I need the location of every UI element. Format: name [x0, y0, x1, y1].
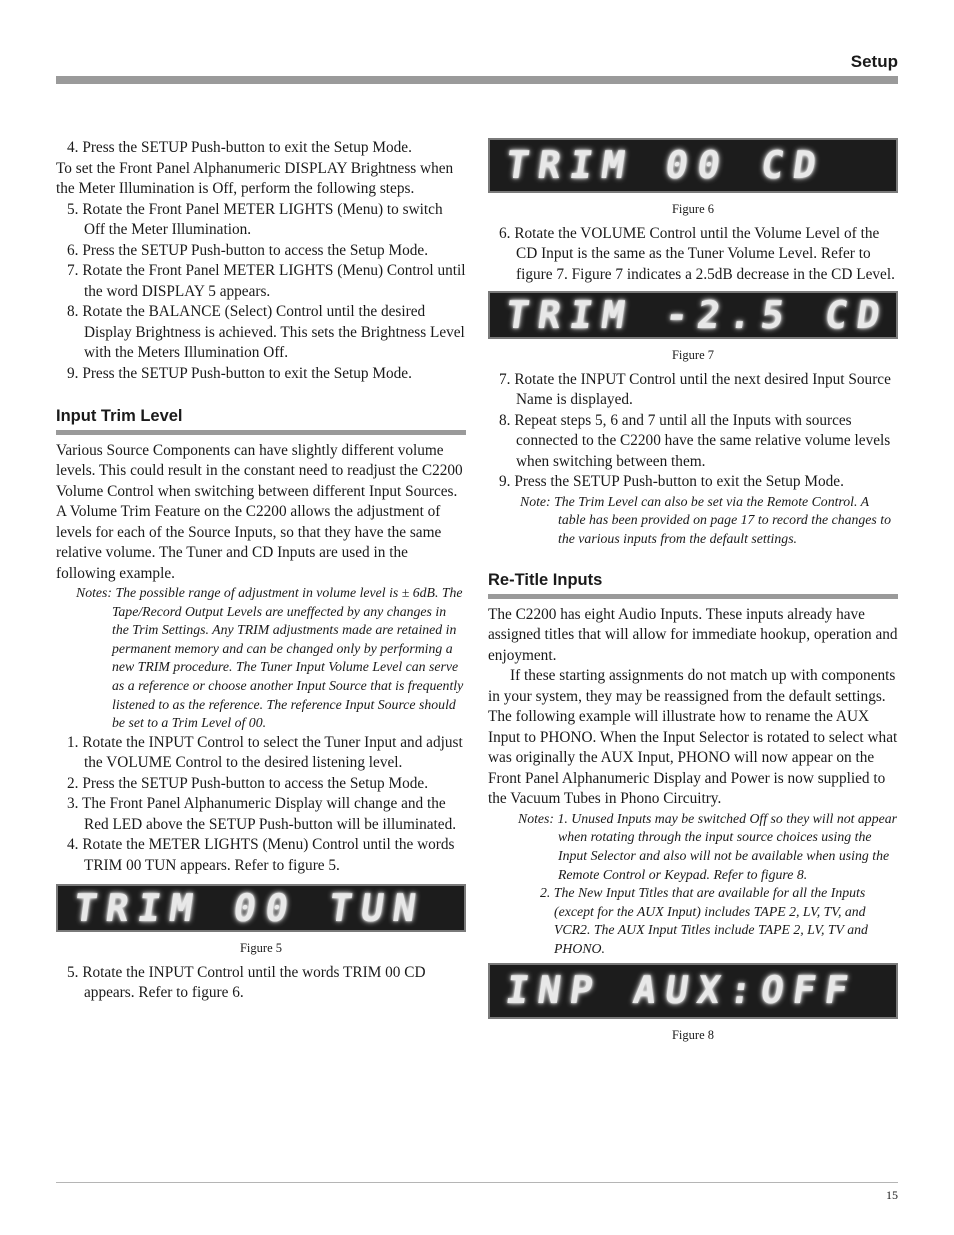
step-text: Press the SETUP Push-button to exit the Setup Mode.: [514, 473, 844, 490]
figure-6-display: [488, 138, 898, 193]
display-readout: TRIM 00 CD: [502, 143, 828, 188]
section-rule: [488, 594, 898, 599]
figure-caption: Figure 6: [671, 202, 714, 216]
step-number: 6.: [67, 241, 79, 259]
step-text: Rotate the Front Panel METER LIGHTS (Menu) to switch Off the Meter Illumination.: [82, 200, 443, 238]
figure-5-display: [56, 884, 466, 932]
step-number: 2.: [67, 774, 79, 792]
step-item: [56, 241, 466, 262]
step-number: 9.: [67, 364, 79, 382]
right-column: [488, 138, 898, 1049]
step-text: Rotate the INPUT Control until the words TRIM 00 CD appears. Refer to figure 6.: [82, 963, 426, 1002]
step-item: [488, 370, 898, 411]
footer-rule: [56, 1182, 898, 1183]
section-heading-retitle: Re-Title Inputs: [488, 571, 603, 590]
section-paragraph: The C2200 has eight Audio Inputs. These inputs already have assigned titles that will allow for immediate hookup, operation and enjoyment.: [488, 605, 898, 664]
step-number: 4.: [67, 139, 79, 156]
step-item: [56, 302, 466, 364]
step-number: 3.: [67, 795, 79, 813]
intro-paragraph: To set the Front Panel Alphanumeric DISPLAY Brightness when the Meter Illumination is Off, perform the following steps.: [56, 159, 454, 197]
step-text: Rotate the INPUT Control until the next desired Input Source Name is displayed.: [514, 370, 891, 408]
step-item: [488, 472, 898, 493]
step-item: [56, 963, 466, 1004]
notes-block: Notes: 1. Unused Inputs may be switched Off so they will not appear when rotating through the input source choices using the Input Selector and also will not be available when using the Remote Control or Keypad. Refer to figure 8.: [518, 810, 897, 882]
step-item: [56, 835, 466, 876]
steps-list-a: [56, 200, 466, 385]
page-number: 15: [886, 1188, 898, 1202]
step-text: Rotate the BALANCE (Select) Control until the desired Display Brightness is achieved. This sets the Brightness Level with the Meters Illumination Off.: [82, 303, 465, 361]
step-item: [488, 224, 898, 286]
step-item: [56, 138, 466, 159]
step-text: Press the SETUP Push-button to exit the Setup Mode.: [82, 139, 412, 156]
step-number: 1.: [67, 733, 79, 751]
step-text: Rotate the VOLUME Control until the Volume Level of the CD Input is the same as the Tuner Volume Level. Refer to figure 7. Figure 7 indicates a 2.5dB decrease in the CD Level.: [514, 224, 895, 283]
step-item: [56, 200, 466, 241]
left-column: [56, 138, 466, 1004]
figure-8-display: [488, 963, 898, 1019]
step-number: 9.: [499, 473, 511, 490]
step-text: Repeat steps 5, 6 and 7 until all the Inputs with sources connected to the C2200 have the same relative volume levels when switching between them.: [514, 411, 891, 470]
section-heading-input-trim: Input Trim Level: [56, 407, 183, 425]
step-item: [56, 261, 466, 302]
step-number: 7.: [499, 370, 511, 388]
step-number: 5.: [67, 963, 79, 981]
section-paragraph: Various Source Components can have slightly different volume levels. This could result in the constant need to readjust the C2200 Volume Control when switching between different Input Sources. A Volume Trim Feature on the C2200 allows the adjustment of levels for each of the Source Inputs, so that they have the same relative volume. The Tuner and CD Inputs are used in the following example.: [56, 441, 463, 582]
step-text: Rotate the INPUT Control to select the Tuner Input and adjust the VOLUME Control to the desired listening level.: [82, 733, 463, 772]
note-block: Note: The Trim Level can also be set via the Remote Control. A table has been provided on page 17 to record the changes to the various inputs from the default settings.: [520, 493, 891, 546]
steps-list-b: [56, 733, 466, 877]
figure-caption: Figure 5: [239, 941, 282, 956]
step-text: Rotate the METER LIGHTS (Menu) Control until the words TRIM 00 TUN appears. Refer to figure 5.: [82, 836, 455, 874]
notes-block: 2. The New Input Titles that are available for all the Inputs (except for the AUX Input) includes TAPE 2, LV, TV, and VCR2. The AUX Input Titles include TAPE 2, LV, TV and PHONO.: [540, 885, 868, 956]
steps-list-right: [488, 370, 898, 493]
step-number: 4.: [67, 836, 79, 854]
step-text: Press the SETUP Push-button to access the Setup Mode.: [82, 774, 429, 792]
figure-7-display: [488, 291, 898, 339]
step-number: 7.: [67, 262, 79, 279]
step-item: [56, 794, 466, 835]
step-item: [56, 733, 466, 774]
step-text: Rotate the Front Panel METER LIGHTS (Menu) Control until the word DISPLAY 5 appears.: [82, 262, 466, 300]
step-text: The Front Panel Alphanumeric Display will change and the Red LED above the SETUP Push-button will be illuminated.: [82, 795, 457, 833]
display-readout: TRIM -2.5 CD: [502, 292, 892, 337]
step-number: 8.: [67, 303, 79, 320]
step-item: [56, 774, 466, 795]
step-item: [488, 411, 898, 473]
page-section-title: Setup: [850, 52, 898, 71]
notes-block: Notes: The possible range of adjustment in volume level is ± 6dB. The Tape/Record Output Levels are uneffected by any changes in the Trim Settings. Any TRIM adjustments made are retained in permanent memory and can be changed only by performing a new TRIM procedure. The Tuner Input Volume Level can serve as a reference or choose another Input Source that is frequently listened to as the reference. The reference Input Source should be set to a Trim Level of 00.: [76, 585, 464, 731]
figure-caption: Figure 8: [671, 1027, 714, 1042]
step-number: 8.: [499, 411, 511, 429]
step-item: [56, 364, 466, 385]
step-number: 6.: [499, 224, 511, 242]
step-text: Press the SETUP Push-button to access the Setup Mode.: [82, 241, 429, 259]
display-readout: INP AUX:OFF: [502, 968, 860, 1013]
section-rule: [56, 430, 466, 435]
section-paragraph: If these starting assignments do not match up with components in your system, they may be reassigned from the default settings. The following example will illustrate how to rename the AUX Input to PHONO. When the Input Selector is rotated to select what was originally the AUX Input, PHONO will now appear on the Front Panel Alphanumeric Display and Power is now supplied to the Vacuum Tubes in Phono Circuitry.: [488, 667, 898, 808]
step-text: Press the SETUP Push-button to exit the Setup Mode.: [82, 364, 412, 382]
display-readout: TRIM 00 TUN: [70, 886, 428, 930]
figure-caption: Figure 7: [671, 348, 714, 362]
header-rule: [56, 76, 898, 84]
step-number: 5.: [67, 200, 79, 218]
